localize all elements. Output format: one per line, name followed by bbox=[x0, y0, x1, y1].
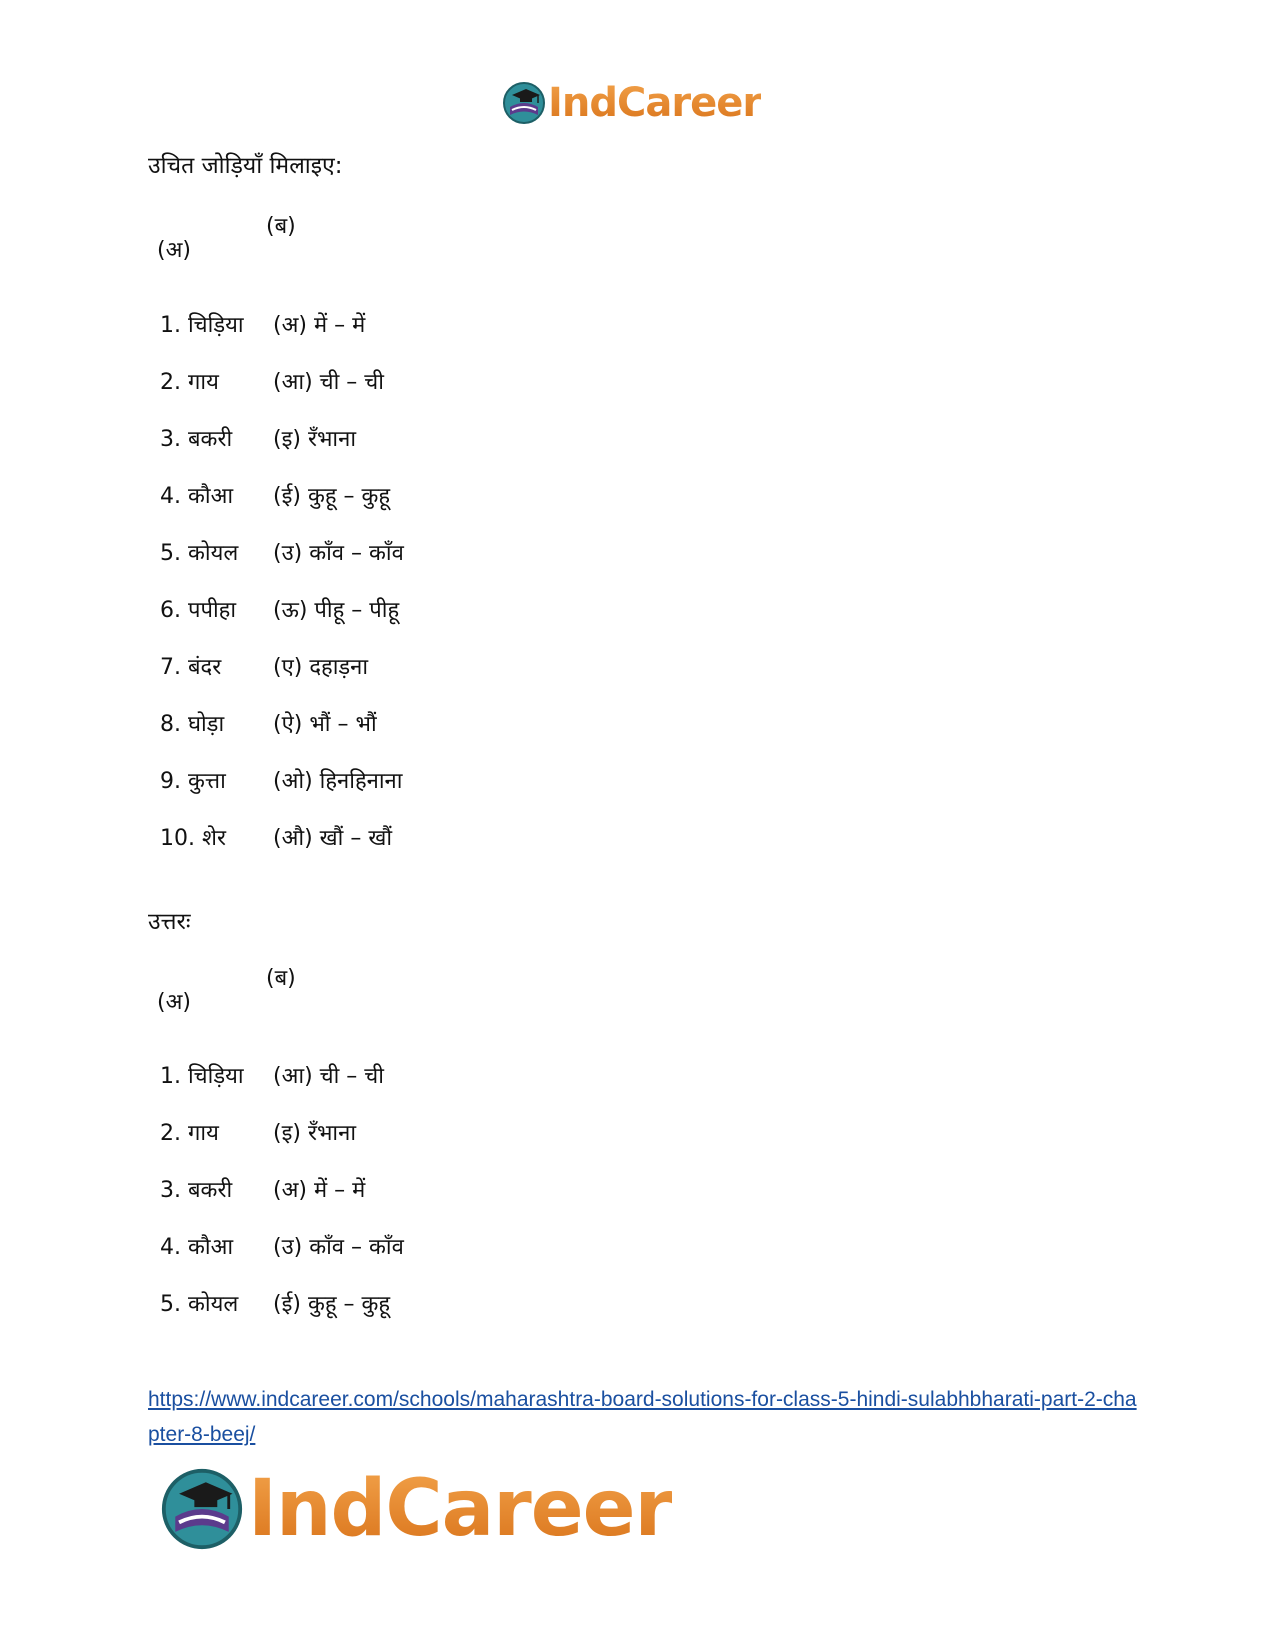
row-right-item: (ऊ) पीहू – पीहू bbox=[273, 598, 400, 623]
row-left-item: 10. शेर bbox=[160, 826, 226, 851]
question-row bbox=[160, 822, 392, 852]
row-left-item: 1. चिड़िया bbox=[160, 1064, 244, 1089]
row-left-item: 1. चिड़िया bbox=[160, 313, 244, 338]
row-right-item: (उ) काँव – काँव bbox=[273, 1235, 404, 1260]
question-row bbox=[160, 765, 402, 795]
row-left-item: 9. कुत्ता bbox=[160, 769, 226, 794]
question-row bbox=[160, 480, 390, 510]
row-right-item: (उ) काँव – काँव bbox=[273, 541, 404, 566]
question-row bbox=[160, 537, 404, 567]
row-left-item: 5. कोयल bbox=[160, 541, 239, 566]
question-row bbox=[160, 708, 377, 738]
question-row bbox=[160, 651, 368, 681]
row-right-item: (ऐ) भौं – भौं bbox=[273, 712, 377, 737]
column-b-heading: (ब) bbox=[266, 214, 296, 239]
row-right-item: (आ) ची – ची bbox=[273, 1064, 384, 1089]
answer-column-b-heading: (ब) bbox=[266, 966, 296, 991]
row-right-item: (अ) में – में bbox=[273, 1178, 366, 1203]
answer-row bbox=[160, 1231, 404, 1261]
row-left-item: 3. बकरी bbox=[160, 1178, 233, 1203]
logo-wordmark: IndCareer bbox=[248, 1464, 672, 1554]
answer-row bbox=[160, 1117, 356, 1147]
answer-row bbox=[160, 1288, 390, 1318]
question-row bbox=[160, 309, 365, 339]
row-right-item: (औ) खौं – खौं bbox=[273, 826, 393, 851]
question-row bbox=[160, 423, 356, 453]
row-left-item: 4. कौआ bbox=[160, 1235, 234, 1260]
logo-wordmark: IndCareer bbox=[548, 80, 762, 126]
indcareer-logo-top[interactable] bbox=[502, 78, 761, 128]
row-left-item: 2. गाय bbox=[160, 370, 219, 395]
question-heading: उचित जोड़ियाँ मिलाइए: bbox=[148, 153, 343, 179]
row-right-item: (ई) कुहू – कुहू bbox=[273, 1292, 391, 1317]
question-row bbox=[160, 366, 384, 396]
row-left-item: 7. बंदर bbox=[160, 655, 222, 680]
question-row bbox=[160, 594, 399, 624]
row-right-item: (इ) रँभाना bbox=[273, 1121, 357, 1146]
graduation-globe-icon bbox=[502, 81, 546, 125]
answer-heading: उत्तरः bbox=[148, 909, 191, 935]
column-a-heading: (अ) bbox=[157, 238, 191, 263]
row-left-item: 5. कोयल bbox=[160, 1292, 239, 1317]
row-right-item: (आ) ची – ची bbox=[273, 370, 384, 395]
row-right-item: (ई) कुहू – कुहू bbox=[273, 484, 391, 509]
row-left-item: 6. पपीहा bbox=[160, 598, 237, 623]
indcareer-logo-bottom[interactable] bbox=[160, 1462, 672, 1556]
answer-row bbox=[160, 1060, 384, 1090]
row-left-item: 2. गाय bbox=[160, 1121, 219, 1146]
answer-column-a-heading: (अ) bbox=[157, 990, 191, 1015]
row-left-item: 4. कौआ bbox=[160, 484, 234, 509]
row-right-item: (अ) में – में bbox=[273, 313, 366, 338]
row-left-item: 8. घोड़ा bbox=[160, 712, 225, 737]
graduation-globe-icon bbox=[160, 1467, 244, 1551]
row-left-item: 3. बकरी bbox=[160, 427, 233, 452]
answer-row bbox=[160, 1174, 365, 1204]
row-right-item: (ओ) हिनहिनाना bbox=[273, 769, 403, 794]
source-link[interactable]: https://www.indcareer.com/schools/maharashtra-board-solutions-for-class-5-hindi-sulabhbharati-part-2-chapter-8-beej/ bbox=[148, 1388, 1137, 1446]
row-right-item: (इ) रँभाना bbox=[273, 427, 357, 452]
row-right-item: (ए) दहाड़ना bbox=[273, 655, 369, 680]
